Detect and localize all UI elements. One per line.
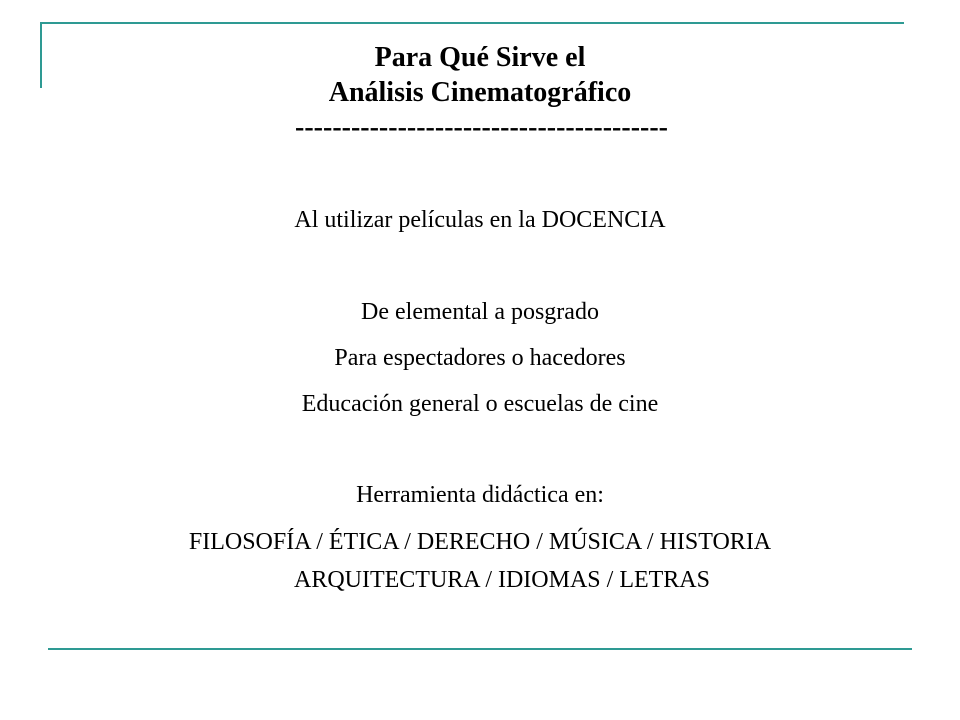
title-line-1: Para Qué Sirve el bbox=[374, 42, 586, 73]
title-line-2: Análisis Cinematográfico bbox=[328, 77, 632, 108]
level-item: Educación general o escuelas de cine bbox=[301, 391, 659, 417]
bottom-rule bbox=[48, 648, 912, 650]
top-rule bbox=[40, 22, 904, 24]
slide-title bbox=[0, 40, 960, 145]
subjects-line-2: ARQUITECTURA / IDIOMAS / LETRAS bbox=[293, 567, 710, 593]
intro-text: Al utilizar películas en la DOCENCIA bbox=[294, 207, 666, 233]
level-item: Para espectadores o hacedores bbox=[334, 345, 626, 371]
title-dashed-rule: ---------------------------------------- bbox=[295, 112, 668, 143]
tool-heading: Herramienta didáctica en: bbox=[356, 482, 604, 508]
level-item: De elemental a posgrado bbox=[361, 299, 599, 325]
subjects-line-1: FILOSOFÍA / ÉTICA / DERECHO / MÚSICA / HISTORIA bbox=[188, 529, 772, 555]
